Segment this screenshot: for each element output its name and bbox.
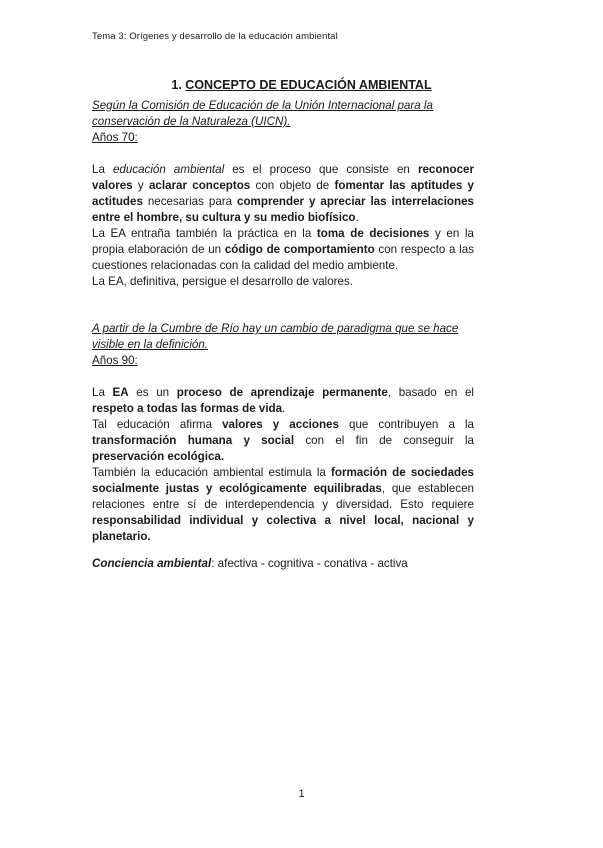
- running-header: Tema 3: Orígenes y desarrollo de la educación ambiental: [92, 31, 338, 42]
- page-number: 1: [298, 788, 305, 800]
- source-uicn: Según la Comisión de Educación de la Unión Internacional para la conservación de la Naturaleza (UICN).: [92, 99, 433, 128]
- era-70s-label: Años 70:: [92, 131, 138, 144]
- era-90s-label: Años 90:: [92, 354, 138, 367]
- paragraph-decisions: La EA entraña también la práctica en la toma de decisiones y en la propia elaboración de un código de comportamiento con respecto a las cuestiones relacionadas con la calidad del medio ambiente.: [92, 227, 474, 272]
- paragraph-transformation: Tal educación afirma valores y acciones que contribuyen a la transformación humana y social con el fin de conseguir la preservación ecológica.: [92, 418, 474, 463]
- section-number: 1.: [171, 78, 182, 92]
- paragraph-definition-70s: La educación ambiental es el proceso que consiste en reconocer valores y aclarar conceptos con objeto de fomentar las aptitudes y actitudes necesarias para comprender y apreciar las interrelaciones entre el hombre, su cultura y su medio biofísico.: [92, 163, 474, 224]
- section-1-body: [92, 98, 474, 290]
- paragraph-conciencia: Conciencia ambiental: afectiva - cognitiva - conativa - activa: [92, 557, 408, 570]
- paragraph-values: La EA, definitiva, persigue el desarrollo de valores.: [92, 275, 354, 288]
- source-rio: A partir de la Cumbre de Río hay un cambio de paradigma que se hace visible en la definición.: [92, 322, 459, 351]
- section-title-text: CONCEPTO DE EDUCACIÓN AMBIENTAL: [185, 78, 432, 92]
- section-title: [0, 78, 603, 92]
- paragraph-societies: También la educación ambiental estimula la formación de sociedades socialmente justas y ecológicamente equilibradas, que establecen relaciones entre sí de interdependencia y diversidad. Esto requiere responsabilidad individual y colectiva a nivel local, nacional y planetario.: [92, 466, 475, 543]
- paragraph-definition-90s: La EA es un proceso de aprendizaje permanente, basado en el respeto a todas las formas de vida.: [92, 386, 474, 415]
- section-2-body: [92, 321, 474, 572]
